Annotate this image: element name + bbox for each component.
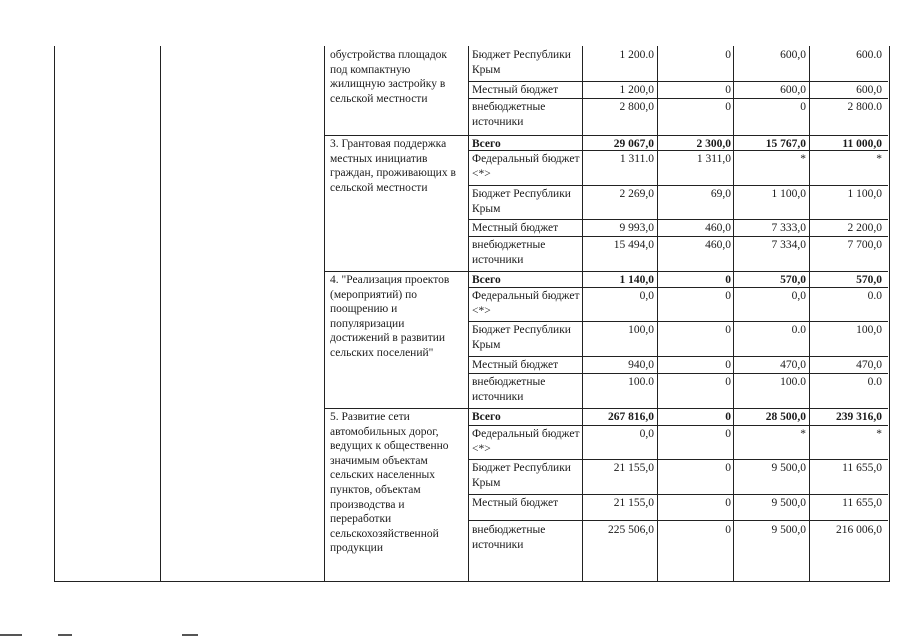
value-year-2: 100.0 [780, 376, 806, 388]
value-year-2: 570,0 [780, 274, 806, 286]
scan-mark [182, 634, 198, 636]
value-year-1: 0 [725, 462, 731, 474]
funding-source-label: Федеральный бюджет <*> [472, 290, 580, 317]
value-year-2: 470,0 [780, 359, 806, 371]
value-year-1: 0 [725, 101, 731, 113]
row-divider [468, 185, 888, 186]
col-divider [733, 46, 734, 582]
value-year-2: 9 500,0 [771, 497, 806, 509]
value-year-3: 239 316,0 [836, 411, 882, 423]
value-year-2: * [800, 153, 806, 165]
value-year-3: 600,0 [856, 84, 882, 96]
measure-description: обустройства площадок под компактную жилищную застройку в сельской местности [330, 49, 448, 105]
col-divider [160, 46, 161, 582]
value-total: 9 993,0 [619, 222, 654, 234]
value-year-2: 0 [800, 101, 806, 113]
section-divider [324, 271, 888, 272]
row-divider [468, 236, 888, 237]
value-total: 267 816,0 [608, 411, 654, 423]
value-year-1: 460,0 [705, 222, 731, 234]
scan-mark [0, 634, 22, 636]
value-year-3: 570,0 [856, 274, 882, 286]
funding-source-label: Всего [472, 138, 501, 150]
value-total: 29 067,0 [613, 138, 654, 150]
value-year-1: 2 300,0 [696, 138, 731, 150]
value-year-3: 1 100,0 [847, 188, 882, 200]
value-total: 15 494,0 [613, 239, 654, 251]
funding-source-label: Бюджет Республики Крым [472, 188, 571, 215]
value-year-1: 0 [725, 497, 731, 509]
section-divider [324, 135, 888, 136]
row-divider [468, 356, 888, 357]
value-year-2: 1 100,0 [771, 188, 806, 200]
row-divider [468, 373, 888, 374]
measure-description: 3. Грантовая поддержка местных инициатив граждан, проживающих в сельской местности [330, 138, 456, 194]
funding-source-label: Местный бюджет [472, 497, 559, 509]
value-year-3: 2 200,0 [847, 222, 882, 234]
value-total: 2 800,0 [619, 101, 654, 113]
value-year-2: * [800, 428, 806, 440]
value-year-3: 600.0 [856, 49, 882, 61]
value-year-1: 0 [725, 376, 731, 388]
value-total: 1 140,0 [619, 274, 654, 286]
value-year-3: 470,0 [856, 359, 882, 371]
funding-source-label: Бюджет Республики Крым [472, 462, 571, 489]
value-year-3: 11 655,0 [842, 462, 882, 474]
value-year-2: 7 333,0 [771, 222, 806, 234]
scan-mark [58, 634, 72, 636]
value-year-1: 0 [725, 411, 731, 423]
value-total: 0,0 [639, 428, 654, 440]
measure-description: 4. "Реализация проектов (мероприятий) по поощрению и популяризации достижений в развитии сельских поселений" [330, 274, 450, 359]
funding-source-label: внебюджетные источники [472, 524, 546, 551]
funding-source-label: внебюджетные источники [472, 239, 546, 266]
value-year-1: 0 [725, 274, 731, 286]
funding-source-label: Местный бюджет [472, 222, 559, 234]
value-year-3: 7 700,0 [847, 239, 882, 251]
value-year-3: 0.0 [867, 376, 882, 388]
value-year-3: 2 800.0 [847, 101, 882, 113]
measure-description: 5. Развитие сети автомобильных дорог, ведущих к общественно значимым объектам сельских населенных пунктов, объектам производства и переработки сельскохозяйственной продукции [330, 411, 449, 555]
value-year-3: 0.0 [867, 290, 882, 302]
value-year-3: * [876, 428, 882, 440]
funding-source-label: Бюджет Республики Крым [472, 324, 571, 351]
funding-source-label: Федеральный бюджет <*> [472, 428, 580, 455]
value-year-1: 0 [725, 359, 731, 371]
value-year-3: 11 000,0 [842, 138, 882, 150]
value-year-1: 1 311,0 [696, 153, 731, 165]
row-divider [468, 459, 888, 460]
value-year-3: 100,0 [856, 324, 882, 336]
value-year-1: 0 [725, 290, 731, 302]
value-year-2: 0.0 [791, 324, 806, 336]
value-total: 0,0 [639, 290, 654, 302]
col-divider [324, 46, 325, 582]
value-year-1: 0 [725, 324, 731, 336]
value-year-1: 0 [725, 49, 731, 61]
col-divider [809, 46, 810, 582]
col-divider [657, 46, 658, 582]
value-year-1: 0 [725, 84, 731, 96]
value-total: 21 155,0 [613, 462, 654, 474]
row-divider [468, 219, 888, 220]
value-total: 1 200.0 [619, 49, 654, 61]
value-year-2: 28 500,0 [765, 411, 806, 423]
funding-source-label: Местный бюджет [472, 84, 559, 96]
value-year-2: 9 500,0 [771, 524, 806, 536]
value-year-1: 460,0 [705, 239, 731, 251]
value-year-2: 600,0 [780, 49, 806, 61]
value-total: 2 269,0 [619, 188, 654, 200]
funding-source-label: Федеральный бюджет <*> [472, 153, 580, 180]
col-divider [468, 46, 469, 582]
value-year-2: 600,0 [780, 84, 806, 96]
funding-source-label: Бюджет Республики Крым [472, 49, 571, 76]
funding-source-label: Всего [472, 411, 501, 423]
value-total: 1 200,0 [619, 84, 654, 96]
row-divider [468, 494, 888, 495]
value-year-1: 0 [725, 428, 731, 440]
value-total: 100.0 [628, 376, 654, 388]
row-divider [468, 321, 888, 322]
row-divider [468, 520, 888, 521]
value-year-3: 216 006,0 [836, 524, 882, 536]
value-year-2: 9 500,0 [771, 462, 806, 474]
row-divider [468, 98, 888, 99]
value-total: 1 311.0 [619, 153, 654, 165]
row-divider [468, 81, 888, 82]
funding-source-label: Местный бюджет [472, 359, 559, 371]
row-divider [468, 425, 888, 426]
funding-source-label: Всего [472, 274, 501, 286]
value-year-3: * [876, 153, 882, 165]
value-total: 225 506,0 [608, 524, 654, 536]
section-divider [324, 408, 888, 409]
value-year-1: 69,0 [710, 188, 731, 200]
value-year-3: 11 655,0 [842, 497, 882, 509]
value-total: 100,0 [628, 324, 654, 336]
value-total: 21 155,0 [613, 497, 654, 509]
value-year-2: 7 334,0 [771, 239, 806, 251]
value-total: 940,0 [628, 359, 654, 371]
value-year-1: 0 [725, 524, 731, 536]
scan-edge [0, 626, 905, 640]
value-year-2: 15 767,0 [765, 138, 806, 150]
funding-source-label: внебюджетные источники [472, 101, 546, 128]
value-year-2: 0,0 [791, 290, 806, 302]
funding-source-label: внебюджетные источники [472, 376, 546, 403]
